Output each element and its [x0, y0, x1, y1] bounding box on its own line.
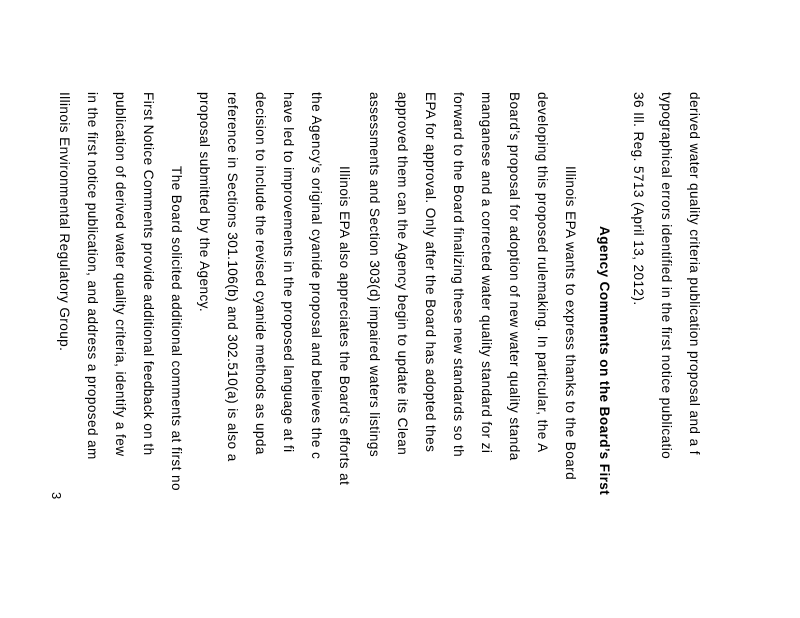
text-line: assessments and Section 303(d) impaired waters listings	[367, 92, 382, 458]
text-line: publication of derived water quality criteria, identify a few	[113, 92, 128, 457]
text-line: typographical errors identified in the first notice publicatio	[659, 92, 674, 460]
text-line: reference in Sections 301.106(b) and 302.510(a) is also a	[225, 92, 240, 462]
text-line: Illinois Environmental Regulatory Group.	[57, 92, 72, 352]
text-line: the Agency’s original cyanide proposal and believes the c	[309, 92, 324, 460]
section-heading: Agency Comments on the Board’s First	[597, 226, 612, 496]
text-line: Illinois EPA also appreciates the Board’s efforts at	[337, 166, 352, 486]
text-line: 36 Ill. Reg. 5713 (April 13, 2012).	[631, 92, 646, 306]
text-line: Illinois EPA wants to express thanks to the Board	[563, 166, 578, 481]
text-line: Board’s proposal for adoption of new water quality standa	[507, 92, 522, 461]
text-line: manganese and a corrected water quality standard for zi	[479, 92, 494, 454]
text-line: decision to include the revised cyanide methods as upda	[253, 92, 268, 455]
page-number: 3	[49, 492, 64, 500]
text-line: First Notice Comments provide additional feedback on th	[141, 92, 156, 456]
text-line: derived water quality criteria publication proposal and a f	[687, 92, 702, 455]
text-line: approved them can the Agency begin to update its Clean	[395, 92, 410, 456]
text-line: in the first notice publication, and address a proposed am	[85, 92, 100, 460]
rotated-text-block	[49, 92, 702, 618]
text-line: EPA for approval. Only after the Board has adopted thes	[423, 92, 438, 453]
text-line: forward to the Board finalizing these new standards so th	[451, 92, 466, 458]
text-line: The Board solicited additional comments at first no	[169, 166, 184, 491]
text-line: have led to improvements in the proposed language at fi	[281, 92, 296, 453]
text-line: developing this proposed rulemaking. In particular, the A	[535, 92, 550, 453]
text-line: proposal submitted by the Agency.	[197, 92, 212, 312]
